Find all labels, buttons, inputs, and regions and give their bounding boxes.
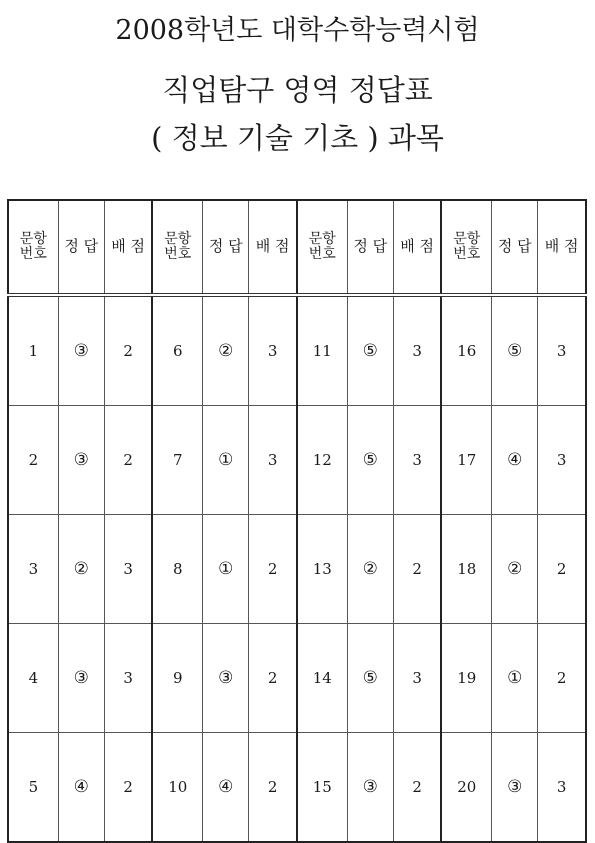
- points: 3: [104, 515, 152, 624]
- header-number-line1: 문항: [453, 231, 481, 248]
- header-number-line2: 번호: [164, 246, 192, 262]
- header-row: [8, 200, 586, 295]
- exam-title: 2008학년도 대학수학능력시험: [115, 15, 480, 46]
- points: 3: [104, 624, 152, 733]
- subject-title: ( 정보 기술 기초 ) 과목: [151, 121, 444, 155]
- correct-answer: ⑤: [347, 295, 393, 406]
- correct-answer: ④: [492, 406, 538, 515]
- header-points: 배 점: [393, 200, 441, 295]
- table-row: [8, 624, 586, 733]
- question-number: 17: [441, 406, 491, 515]
- table-header: [8, 200, 586, 295]
- header-answer: 정 답: [203, 200, 249, 295]
- points: 3: [538, 295, 586, 406]
- question-number: 13: [297, 515, 347, 624]
- question-number: 16: [441, 295, 491, 406]
- header-number-line1: 문항: [308, 231, 336, 248]
- points: 2: [104, 733, 152, 843]
- question-number: 20: [441, 733, 491, 843]
- question-number: 2: [8, 406, 58, 515]
- correct-answer: ④: [58, 733, 104, 843]
- answer-table: [7, 199, 587, 843]
- points: 2: [538, 624, 586, 733]
- points: 3: [393, 295, 441, 406]
- question-number: 9: [152, 624, 202, 733]
- correct-answer: ③: [492, 733, 538, 843]
- question-number: 19: [441, 624, 491, 733]
- question-number: 5: [8, 733, 58, 843]
- header-answer: 정 답: [347, 200, 393, 295]
- points: 3: [538, 733, 586, 843]
- header-points: 배 점: [249, 200, 297, 295]
- points: 2: [249, 733, 297, 843]
- header-number-line1: 문항: [19, 231, 47, 248]
- header-number: [297, 200, 347, 295]
- header-number-line2: 번호: [19, 246, 47, 262]
- question-number: 11: [297, 295, 347, 406]
- points: 2: [393, 733, 441, 843]
- table-row: [8, 515, 586, 624]
- question-number: 15: [297, 733, 347, 843]
- correct-answer: ③: [58, 406, 104, 515]
- question-number: 3: [8, 515, 58, 624]
- correct-answer: ②: [347, 515, 393, 624]
- points: 2: [249, 624, 297, 733]
- points: 3: [249, 406, 297, 515]
- correct-answer: ④: [203, 733, 249, 843]
- header-number: [8, 200, 58, 295]
- points: 2: [538, 515, 586, 624]
- question-number: 12: [297, 406, 347, 515]
- header-number-line1: 문항: [164, 231, 192, 248]
- table-row: [8, 733, 586, 843]
- points: 2: [393, 515, 441, 624]
- header-answer: 정 답: [492, 200, 538, 295]
- correct-answer: ①: [203, 406, 249, 515]
- correct-answer: ②: [203, 295, 249, 406]
- header-points: 배 점: [538, 200, 586, 295]
- question-number: 1: [8, 295, 58, 406]
- correct-answer: ②: [492, 515, 538, 624]
- points: 3: [538, 406, 586, 515]
- question-number: 8: [152, 515, 202, 624]
- header-answer: 정 답: [58, 200, 104, 295]
- header-number: [152, 200, 202, 295]
- correct-answer: ⑤: [492, 295, 538, 406]
- points: 2: [249, 515, 297, 624]
- correct-answer: ⑤: [347, 624, 393, 733]
- correct-answer: ③: [203, 624, 249, 733]
- correct-answer: ③: [58, 624, 104, 733]
- points: 3: [393, 406, 441, 515]
- header-number-line2: 번호: [453, 246, 481, 262]
- correct-answer: ⑤: [347, 406, 393, 515]
- answer-sheet-title: 직업탐구 영역 정답표: [162, 73, 433, 107]
- points: 3: [249, 295, 297, 406]
- question-number: 14: [297, 624, 347, 733]
- correct-answer: ③: [347, 733, 393, 843]
- table-row: [8, 295, 586, 406]
- points: 2: [104, 406, 152, 515]
- question-number: 7: [152, 406, 202, 515]
- table-row: [8, 406, 586, 515]
- correct-answer: ②: [58, 515, 104, 624]
- correct-answer: ③: [58, 295, 104, 406]
- points: 2: [104, 295, 152, 406]
- header-points: 배 점: [104, 200, 152, 295]
- header-number: [441, 200, 491, 295]
- header-number-line2: 번호: [308, 246, 336, 262]
- question-number: 18: [441, 515, 491, 624]
- correct-answer: ①: [492, 624, 538, 733]
- points: 3: [393, 624, 441, 733]
- question-number: 6: [152, 295, 202, 406]
- question-number: 10: [152, 733, 202, 843]
- table-body: [8, 295, 586, 842]
- question-number: 4: [8, 624, 58, 733]
- correct-answer: ①: [203, 515, 249, 624]
